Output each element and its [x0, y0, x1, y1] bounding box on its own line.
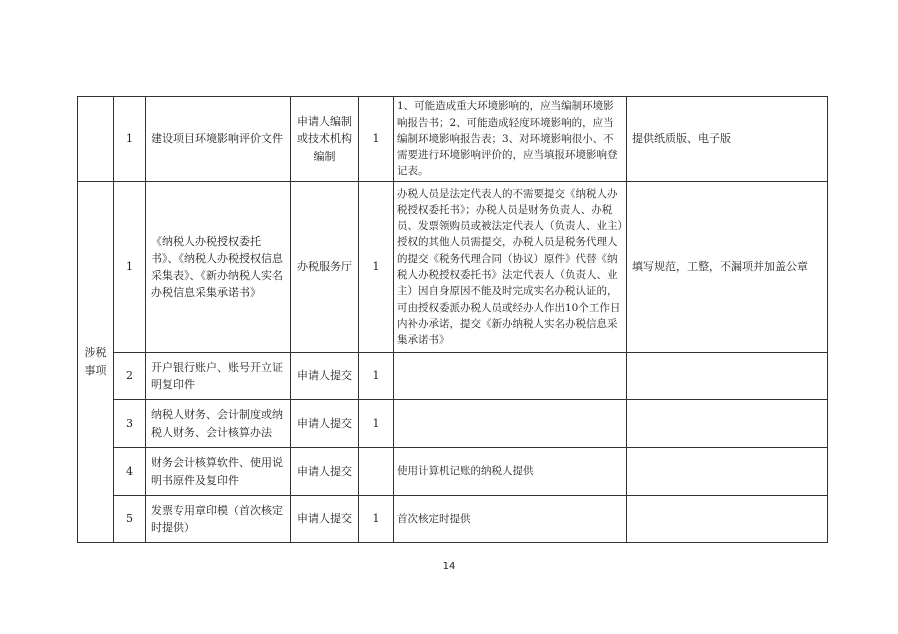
item-number: 5 [114, 496, 146, 543]
material-name: 建设项目环境影响评价文件 [146, 97, 291, 182]
material-source: 办税服务厅 [291, 182, 359, 353]
material-source: 申请人提交 [291, 400, 359, 448]
copies [359, 448, 394, 496]
remark [627, 448, 828, 496]
table-row [78, 448, 828, 496]
remark [627, 496, 828, 543]
material-source: 申请人提交 [291, 496, 359, 543]
copies: 1 [359, 400, 394, 448]
item-number: 3 [114, 400, 146, 448]
page-number: 14 [442, 561, 456, 572]
requirement: 首次核定时提供 [394, 496, 627, 543]
material-name: 《纳税人办税授权委托书》、《纳税人办税授权信息采集表》、《新办纳税人实名办税信息采集承诺书》 [146, 182, 291, 353]
requirement [394, 353, 627, 400]
table-row [78, 400, 828, 448]
remark [627, 353, 828, 400]
requirement: 办税人员是法定代表人的不需要提交《纳税人办税授权委托书》；办税人员是财务负责人、办税员、发票领购员或被法定代表人（负责人、业主）授权的其他人员需提交，办税人员是税务代理人的提交《税务代理合同（协议）原件》代替《纳税人办税授权委托书》法定代表人（负责人、业主）因自身原因不能及时完成实名办税认证的，可由授权委派办税人员或经办人作出10个工作日内补办承诺，提交《新办纳税人实名办税信息采集承诺书》 [394, 182, 627, 353]
remark: 提供纸质版、电子版 [627, 97, 828, 182]
material-source: 申请人编制或技术机构编制 [291, 97, 359, 182]
copies: 1 [359, 97, 394, 182]
requirement: 使用计算机记账的纳税人提供 [394, 448, 627, 496]
table-row [78, 353, 828, 400]
item-number: 1 [114, 97, 146, 182]
table-row [78, 496, 828, 543]
item-number: 1 [114, 182, 146, 353]
material-name: 财务会计核算软件、使用说明书原件及复印件 [146, 448, 291, 496]
material-name: 开户银行账户、账号开立证明复印件 [146, 353, 291, 400]
item-number: 4 [114, 448, 146, 496]
material-source: 申请人提交 [291, 448, 359, 496]
table-row [78, 182, 828, 353]
requirement [394, 400, 627, 448]
requirement: 1、可能造成重大环境影响的，应当编制环境影响报告书；2、可能造成轻度环境影响的，应当编制环境影响报告表；3、对环境影响很小、不需要进行环境影响评价的，应当填报环境影响登记表。 [394, 97, 627, 182]
copies: 1 [359, 182, 394, 353]
copies: 1 [359, 353, 394, 400]
section-cell [78, 97, 114, 182]
item-number: 2 [114, 353, 146, 400]
remark [627, 400, 828, 448]
remark: 填写规范，工整，不漏项并加盖公章 [627, 182, 828, 353]
material-name: 发票专用章印模（首次核定时提供） [146, 496, 291, 543]
material-source: 申请人提交 [291, 353, 359, 400]
material-name: 纳税人财务、会计制度或纳税人财务、会计核算办法 [146, 400, 291, 448]
materials-table [77, 96, 828, 543]
table-row [78, 97, 828, 182]
section-label: 涉税事项 [78, 182, 114, 543]
copies: 1 [359, 496, 394, 543]
